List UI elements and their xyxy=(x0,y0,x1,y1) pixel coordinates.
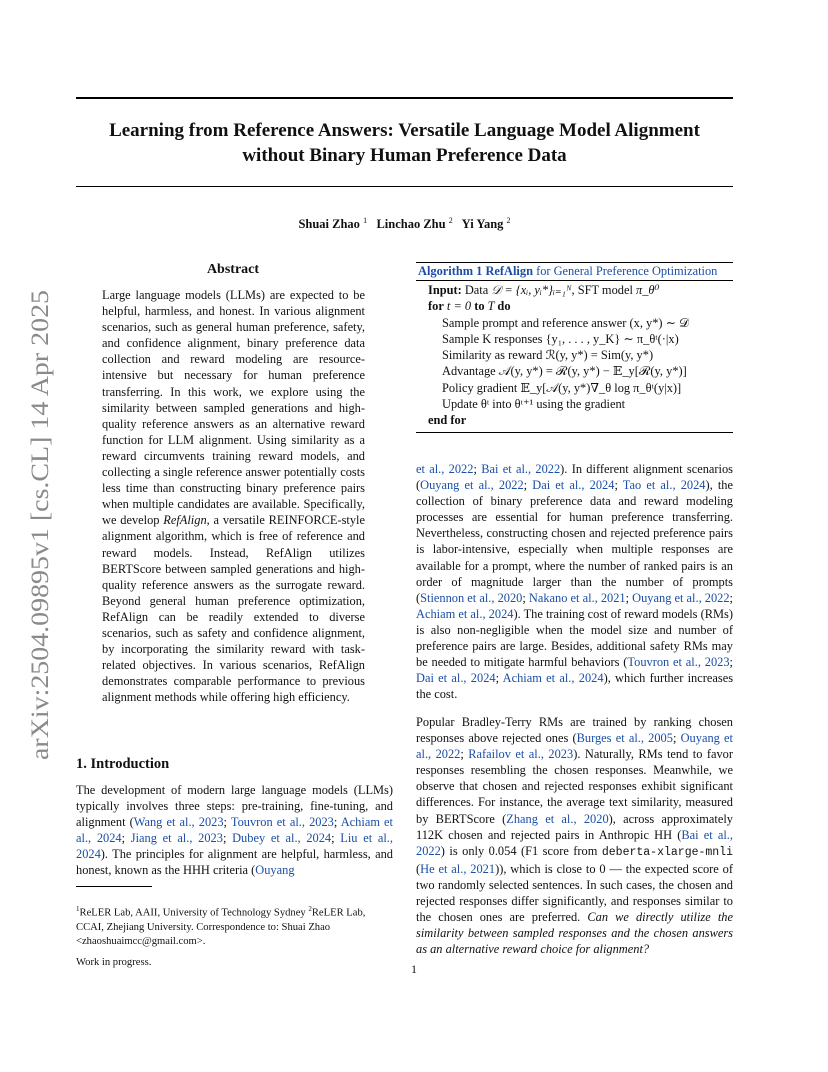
footnote-text: ReLER Lab, CCAI, Zhejiang University. Correspondence to: Shuai Zhao <zhaoshuaimcc@gmail.com>. xyxy=(76,907,366,948)
right-column-paragraph-1: et al., 2022; Bai et al., 2022). In different alignment scenarios (Ouyang et al., 2022; Dai et al., 2024; Tao et al., 2024), the collection of binary preference data and reward modeling processes are essential for human preference transferring. Nevertheless, constructing chosen and rejected preference pairs is labor-intensive, especially when multiple responses are available for a prompt, where the number of ranked pairs is an order of magnitude larger than the number of prompts (Stiennon et al., 2020; Nakano et al., 2021; Ouyang et al., 2022; Achiam et al., 2024). The training cost of reward models (RMs) is also non-negligible when the model size and number of preference pairs are large. Besides, additional safety RMs may be needed to mitigate harmful behaviors (Touvron et al., 2023; Dai et al., 2024; Achiam et al., 2024), which further increases the cost. xyxy=(416,462,734,702)
algorithm-label: Algorithm 1 xyxy=(418,264,483,278)
citation-link[interactable]: Ouyang et al., 2022 xyxy=(416,731,733,762)
algorithm-text: Data xyxy=(461,283,492,297)
footnote-text: ReLER Lab, AAII, University of Technology Sydney xyxy=(79,907,309,919)
algorithm-name: RefAlign xyxy=(485,264,533,278)
paper-title xyxy=(76,118,733,168)
body-text: ) is only 0.054 (F1 score from xyxy=(440,843,602,858)
affiliation-mark: 1 xyxy=(363,216,368,225)
title-line-1: Learning from Reference Answers: Versatile Language Model Alignment xyxy=(109,120,700,141)
author-name: Yi Yang xyxy=(461,217,504,232)
body-text: ). Naturally, RMs tend to favor responses resembling the chosen responses. Meanwhile, we observe that chosen and rejected responses exhibit significant differences. For instance, the average text similarity, measured by BERTScore ( xyxy=(416,747,733,826)
algorithm-math: π_θ⁰ xyxy=(636,283,660,297)
algorithm-step: Advantage 𝒜(y, y*) = ℛ(y, y*) − 𝔼_y[ℛ(y, y*)] xyxy=(442,364,687,379)
algorithm-keyword: do xyxy=(497,299,511,314)
citation-link[interactable]: Jiang et al., 2023 xyxy=(130,831,223,846)
algorithm-math: t = 0 xyxy=(443,299,475,314)
citation-link[interactable]: Touvron et al., 2023 xyxy=(627,655,730,670)
citation-link[interactable]: Touvron et al., 2023 xyxy=(230,815,334,830)
citation-link[interactable]: Burges et al., 2005 xyxy=(576,731,673,746)
citation-link[interactable]: Stiennon et al., 2020 xyxy=(420,590,523,605)
citation-link[interactable]: Dubey et al., 2024 xyxy=(232,831,332,846)
introduction-paragraph: The development of modern large language models (LLMs) typically involves three steps: pre-training, fine-tuning, and alignment (Wang et al., 2023; Touvron et al., 2023; Achiam et al., 2024; Jiang et al., 2023; Dubey et al., 2024; Liu et al., 2024). The principles for alignment are helpful, harmless, and honest, known as the HHH criteria (Ouyang xyxy=(76,783,394,878)
abstract-text-part: Large language models (LLMs) are expected to be helpful, harmless, and honest. In various alignment scenarios, such as general human preference, safety, and confidence alignment, binary preference data collection and reward modeling are resource-intensive but necessary for human preference transferring. In this work, we explore using the similarity between sampled generations and high-quality reference answers as an alternative reward function for LLM alignment. Using similarity as a reward circumvents training reward models, and collecting a single reference answer potentially costs less time than constructing binary preference pairs when multiple candidates are available. Specifically, we develop xyxy=(102,288,365,528)
citation-link[interactable]: Achiam et al., 2024 xyxy=(76,815,394,846)
algorithm-step: Sample K responses {y₁, . . . , y_K} ∼ π_θᵗ(·|x) xyxy=(442,331,679,346)
body-text: The development of modern large language models (LLMs) typically involves three steps: pre-training, fine-tuning, and alignment ( xyxy=(76,783,393,830)
title-line-2: without Binary Human Preference Data xyxy=(242,145,567,166)
algorithm-caption xyxy=(416,263,733,280)
citation-link[interactable]: Achiam et al., 2024 xyxy=(502,671,604,686)
footnote-rule xyxy=(76,886,152,887)
citation-link[interactable]: Bai et al., 2022 xyxy=(416,827,733,858)
algorithm-keyword: to xyxy=(474,299,485,314)
body-text: ), across approximately 112K chosen and rejected pairs in Anthropic HH ( xyxy=(416,811,733,842)
right-column-paragraph-2: Popular Bradley-Terry RMs are trained by ranking chosen responses above rejected ones (Burges et al., 2005; Ouyang et al., 2022; Rafailov et al., 2023). Naturally, RMs tend to favor responses resembling the chosen responses. Meanwhile, we observe that chosen and rejected responses exhibit significant differences. For instance, the average text similarity, measured by BERTScore (Zhang et al., 2020), across approximately 112K chosen and rejected pairs in Anthropic HH (Bai et al., 2022) is only 0.054 (F1 score from deberta-xlarge-mnli (He et al., 2021)), which is close to 0 — the expected score of two randomly selected sentences. In such cases, the chosen and rejected responses differ significantly, and responses similar to the chosen ones are preferred. Can we directly utilize the similarity between sampled responses and the chosen answers as an alternative reward choice for alignment? xyxy=(416,715,734,957)
citation-link[interactable]: Ouyang et al., 2022 xyxy=(420,478,524,493)
citation-link[interactable]: Ouyang xyxy=(255,863,295,878)
algorithm-keyword: Input: xyxy=(428,283,462,297)
research-question: Can we directly utilize the similarity between sampled responses and the chosen answers as an alternative reward choice for alignment? xyxy=(416,910,733,957)
citation-link[interactable]: Wang et al., 2023 xyxy=(133,815,224,830)
citation-link[interactable]: He et al., 2021 xyxy=(420,861,496,876)
citation-link[interactable]: Rafailov et al., 2023 xyxy=(468,747,574,762)
citation-link[interactable]: Achiam et al., 2024 xyxy=(416,606,514,621)
citation-link[interactable]: Dai et al., 2024 xyxy=(416,671,496,686)
body-text: )), which is close to 0 — the expected score of two randomly selected sentences. In such cases, the chosen and rejected responses differ significantly, and responses similar to the chosen ones are preferred. xyxy=(416,861,734,925)
footnote-mark: 1 xyxy=(76,905,80,913)
citation-link[interactable]: Zhang et al., 2020 xyxy=(506,811,609,826)
page-number: 1 xyxy=(411,962,417,976)
citation-link[interactable]: et al., 2022 xyxy=(416,462,474,476)
arxiv-sidebar xyxy=(18,290,62,760)
model-name: deberta-xlarge-mnli xyxy=(601,845,733,859)
algorithm-step: Similarity as reward ℛ(y, y*) = Sim(y, y*) xyxy=(442,348,654,363)
citation-link[interactable]: Dai et al., 2024 xyxy=(532,478,615,493)
body-text: ), the collection of binary preference data and reward modeling processes are essential for human preference transferring. Nevertheless, constructing chosen and rejected preference pairs is labor-intensive, especially when multiple responses are available for a prompt, where the number of ranked pairs is an order of magnitude larger than the number of prompts ( xyxy=(416,478,733,605)
abstract-body xyxy=(102,287,365,705)
algorithm-box xyxy=(416,262,733,433)
algorithm-bottom-rule xyxy=(416,432,733,433)
citation-link[interactable]: Bai et al., 2022 xyxy=(481,462,561,476)
algorithm-text: , SFT model xyxy=(571,283,637,297)
section-heading-introduction: 1. Introduction xyxy=(76,756,170,772)
body-text: ), which further increases the cost. xyxy=(416,671,734,702)
citation-link[interactable]: Tao et al., 2024 xyxy=(622,478,706,493)
author-name: Linchao Zhu xyxy=(376,217,446,232)
affiliation-mark: 2 xyxy=(506,216,511,225)
arxiv-identifier: arXiv:2504.09895v1 [cs.CL] 14 Apr 2025 xyxy=(27,339,54,760)
title-top-rule xyxy=(76,97,733,99)
abstract-text-part: , a versatile REINFORCE-style alignment algorithm, which is free of reference and reward models. Instead, RefAlign utilizes BERTScore between sampled generations and high-quality reference answers as the surrogate reward. Beyond general human preference optimization, RefAlign can be readily extended to diverse scenarios, such as safety and confidence alignment, by incorporating the similarity reward with task-related objectives. In various scenarios, RefAlign demonstrates comparable performance to previous alignment methods while offering high efficiency. xyxy=(102,513,365,705)
body-text: ). The training cost of reward models (RMs) is also non-negligible when the model size and number of preference pairs are large. Besides, additional safety RMs may be needed to mitigate harmful behaviors ( xyxy=(416,606,733,670)
body-text: ). The principles for alignment are helpful, harmless, and honest, known as the HHH criteria ( xyxy=(76,847,393,878)
body-text: ( xyxy=(416,861,421,876)
algorithm-end-line xyxy=(428,412,733,428)
algorithm-keyword: for xyxy=(428,299,444,314)
title-bottom-rule xyxy=(76,186,733,187)
body-text: Popular Bradley-Terry RMs are trained by ranking chosen responses above rejected ones ( xyxy=(416,715,733,746)
algorithm-math: 𝒟 = {xᵢ, yᵢ*}ᵢ₌₁ᴺ xyxy=(491,283,572,297)
abstract-heading: Abstract xyxy=(206,262,260,277)
author-name: Shuai Zhao xyxy=(298,217,360,232)
method-name: RefAlign xyxy=(163,513,207,528)
work-in-progress-note: Work in progress. xyxy=(76,957,152,968)
algorithm-step: Sample prompt and reference answer (x, y*) ∼ 𝒟 xyxy=(442,315,689,330)
algorithm-for-line xyxy=(428,298,733,314)
algorithm-math: T xyxy=(484,299,498,314)
citation-link[interactable]: Liu et al., 2024 xyxy=(76,831,394,862)
algorithm-step: Update θᵗ into θᵗ⁺¹ using the gradient xyxy=(442,397,626,412)
footnote-mark: 2 xyxy=(308,905,312,913)
body-text: ). In different alignment scenarios ( xyxy=(416,462,733,493)
citation-link[interactable]: Nakano et al., 2021 xyxy=(528,590,626,605)
algorithm-caption-text: for General Preference Optimization xyxy=(532,264,718,278)
citation-link[interactable]: Ouyang et al., 2022 xyxy=(632,590,730,605)
affiliation-mark: 2 xyxy=(448,216,453,225)
algorithm-keyword: end for xyxy=(428,413,467,428)
algorithm-step: Policy gradient 𝔼_y[𝒜(y, y*)∇_θ log π_θᵗ(y|x)] xyxy=(442,380,682,395)
algorithm-body xyxy=(416,281,733,432)
algorithm-input-line xyxy=(428,282,733,298)
affiliation-footnote xyxy=(76,902,393,949)
author-list xyxy=(76,216,733,232)
